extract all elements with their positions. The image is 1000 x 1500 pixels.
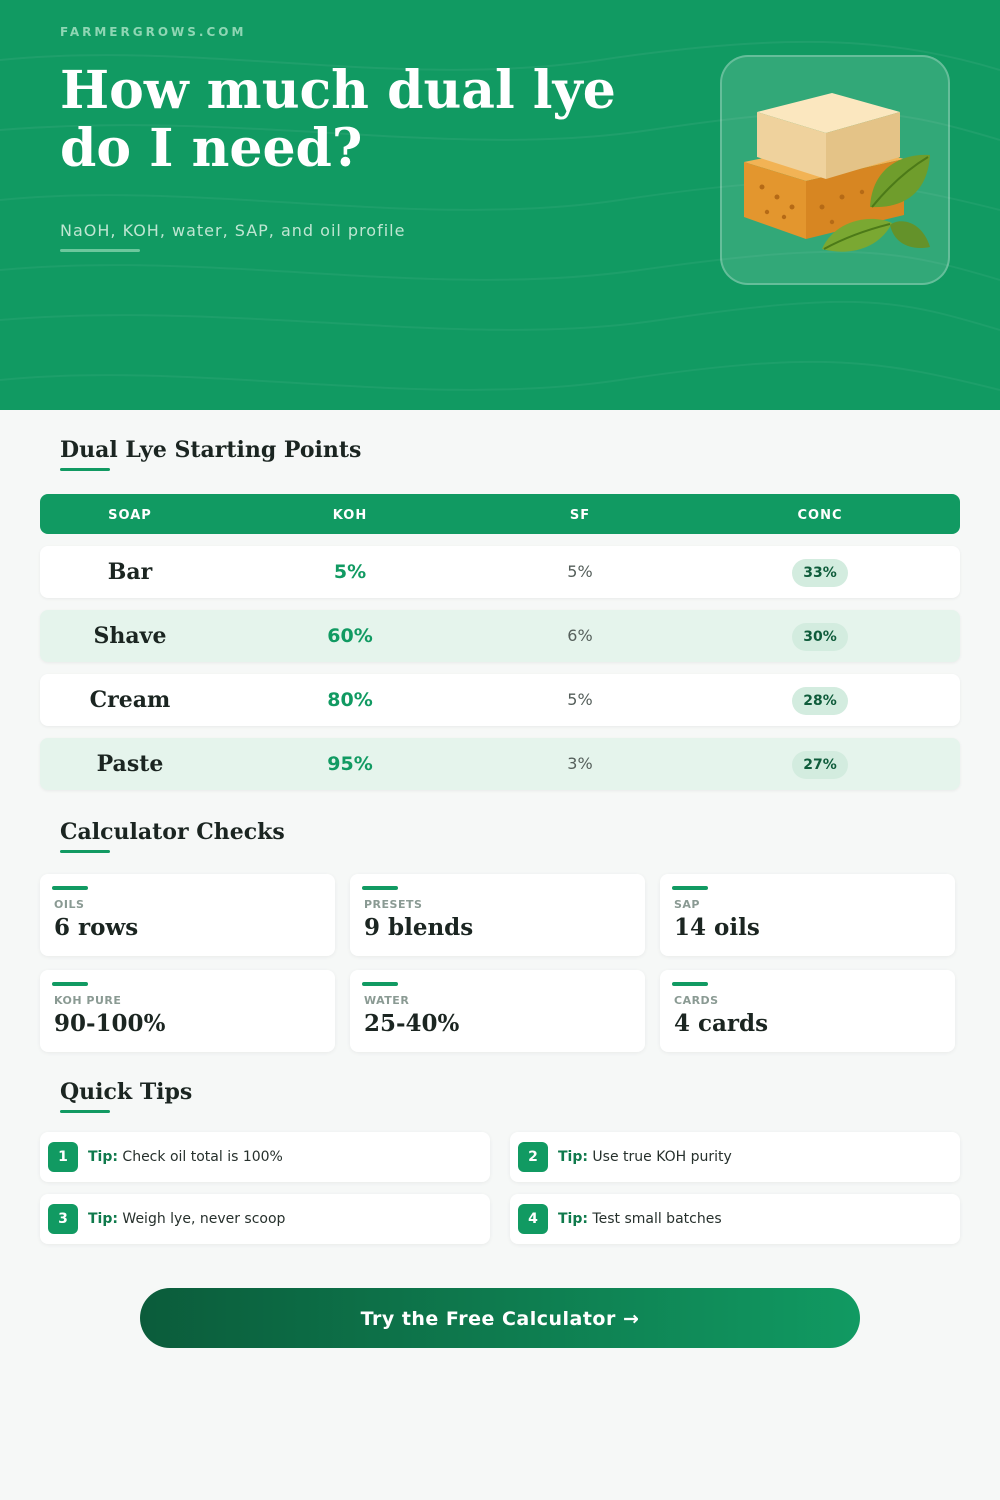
column-header-conc: CONC xyxy=(797,508,843,523)
column-header-sf: SF xyxy=(569,508,591,523)
tip-item xyxy=(510,1132,960,1182)
tip-number-badge: 2 xyxy=(518,1142,548,1172)
section-underline xyxy=(60,850,110,853)
soap-type: Paste xyxy=(96,751,164,777)
card-value: 9 blends xyxy=(364,914,474,941)
card-label: OILS xyxy=(54,898,85,911)
card-value: 14 oils xyxy=(674,914,760,941)
card-label: WATER xyxy=(364,994,410,1007)
koh-value: 60% xyxy=(327,625,373,647)
tip-label: Tip: xyxy=(88,1149,118,1165)
card-value: 25-40% xyxy=(364,1010,460,1037)
stat-card-cards xyxy=(660,970,955,1052)
tip-text: Check oil total is 100% xyxy=(122,1149,283,1165)
column-header-soap: SOAP xyxy=(108,508,152,523)
sf-value: 3% xyxy=(567,754,593,773)
card-label: SAP xyxy=(674,898,700,911)
card-label: CARDS xyxy=(674,994,719,1007)
conc-badge: 30% xyxy=(792,623,848,651)
tip-number-badge: 4 xyxy=(518,1204,548,1234)
table-row xyxy=(40,738,960,790)
section-underline xyxy=(60,1110,110,1113)
tip-label: Tip: xyxy=(558,1149,588,1165)
stat-card-koh-pure xyxy=(40,970,335,1052)
soap-type: Shave xyxy=(93,623,167,649)
page-title: How much dual lye do I need? xyxy=(60,60,616,179)
hero-image-frame xyxy=(720,55,950,285)
koh-value: 5% xyxy=(333,561,367,583)
card-label: KOH PURE xyxy=(54,994,122,1007)
tip-label: Tip: xyxy=(88,1211,118,1227)
sf-value: 5% xyxy=(567,562,593,581)
conc-badge: 27% xyxy=(792,751,848,779)
section-title-starting-points: Dual Lye Starting Points xyxy=(60,437,362,463)
soap-type: Cream xyxy=(89,687,171,713)
tip-text: Use true KOH purity xyxy=(592,1149,732,1165)
card-accent xyxy=(362,982,398,986)
soap-type: Bar xyxy=(107,559,153,585)
card-accent xyxy=(362,886,398,890)
column-header-koh: KOH xyxy=(332,508,368,523)
try-calculator-button[interactable]: Try the Free Calculator → xyxy=(140,1288,860,1348)
tip-item xyxy=(40,1132,490,1182)
soap-bars-with-leaves-icon xyxy=(722,57,952,287)
tip-text: Weigh lye, never scoop xyxy=(122,1211,286,1227)
card-accent xyxy=(672,982,708,986)
section-underline xyxy=(60,468,110,471)
page-subtitle: NaOH, KOH, water, SAP, and oil profile xyxy=(60,221,406,240)
koh-value: 80% xyxy=(327,689,373,711)
sf-value: 5% xyxy=(567,690,593,709)
subtitle-underline xyxy=(60,249,140,252)
tip-label: Tip: xyxy=(558,1211,588,1227)
table-row xyxy=(40,546,960,598)
card-value: 90-100% xyxy=(54,1010,166,1037)
card-label: PRESETS xyxy=(364,898,423,911)
stat-card-oils xyxy=(40,874,335,956)
tip-text: Test small batches xyxy=(592,1211,722,1227)
stat-card-presets xyxy=(350,874,645,956)
tip-item xyxy=(510,1194,960,1244)
card-value: 6 rows xyxy=(54,914,139,941)
table-header xyxy=(40,494,960,534)
stat-card-water xyxy=(350,970,645,1052)
hero-banner xyxy=(0,0,1000,410)
section-title-calculator-checks: Calculator Checks xyxy=(60,819,285,845)
card-value: 4 cards xyxy=(674,1010,769,1037)
conc-badge: 28% xyxy=(792,687,848,715)
table-row xyxy=(40,610,960,662)
conc-badge: 33% xyxy=(792,559,848,587)
card-accent xyxy=(672,886,708,890)
tip-item xyxy=(40,1194,490,1244)
table-row xyxy=(40,674,960,726)
card-accent xyxy=(52,982,88,986)
tip-number-badge: 3 xyxy=(48,1204,78,1234)
brand-name: FARMERGROWS.COM xyxy=(60,25,247,39)
tip-number-badge: 1 xyxy=(48,1142,78,1172)
stat-card-sap xyxy=(660,874,955,956)
section-title-quick-tips: Quick Tips xyxy=(60,1079,193,1105)
card-accent xyxy=(52,886,88,890)
koh-value: 95% xyxy=(327,753,373,775)
sf-value: 6% xyxy=(567,626,593,645)
